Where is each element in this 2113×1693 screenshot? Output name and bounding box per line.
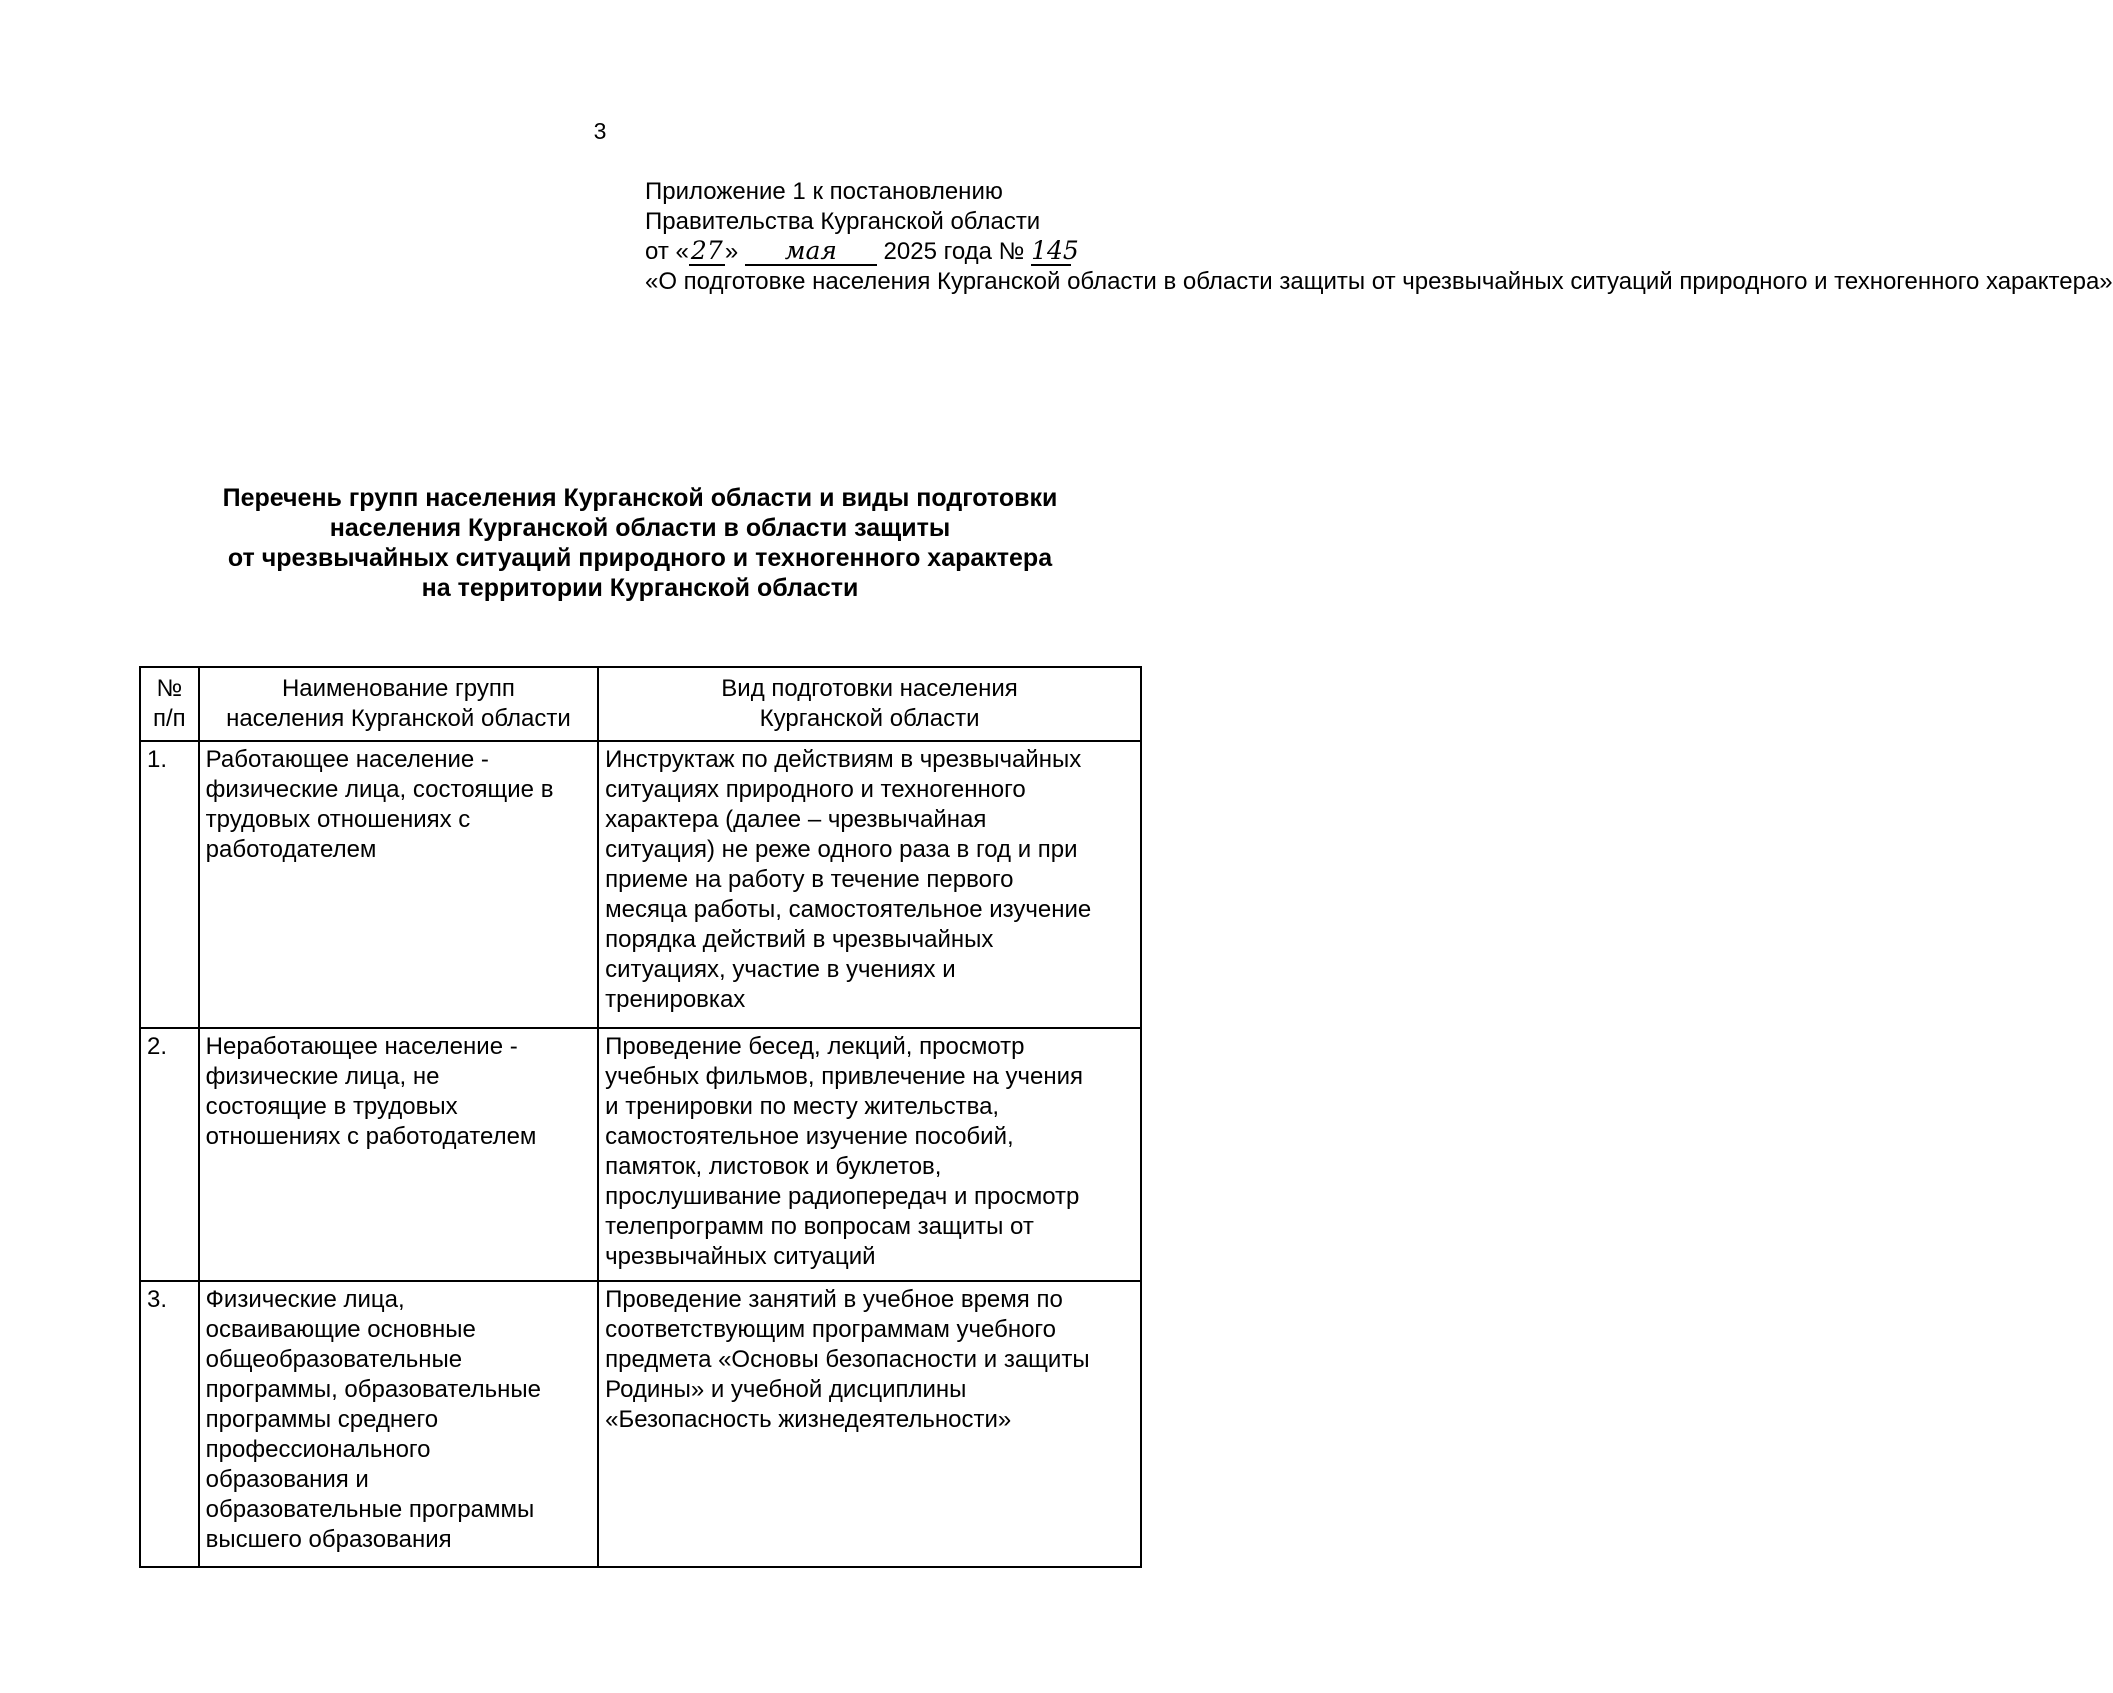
appendix-date-line (645, 237, 1165, 267)
row-training: Проведение бесед, лекций, просмотр учебных фильмов, привлечение на учения и тренировки по месту жительства, самостоятельное изучение пособий, памяток, листовок и буклетов, прослушивание радиопередач и просмотр телепрограмм по вопросам защиты от чрезвычайных ситуаций (598, 1028, 1141, 1281)
row-group: Физические лица, осваивающие основные общеобразовательные программы, образовательные программы среднего профессионального образования и образовательные программы высшего образования (199, 1281, 598, 1567)
table-row (140, 1028, 1141, 1281)
handwritten-day: 27 (689, 238, 725, 266)
handwritten-month: мая (745, 238, 877, 266)
row-number: 3. (140, 1281, 199, 1567)
row-number: 2. (140, 1028, 199, 1281)
header-group-name: Наименование групп населения Курганской области (199, 667, 598, 741)
row-group: Неработающее население - физические лица, не состоящие в трудовых отношениях с работодателем (199, 1028, 598, 1281)
row-number: 1. (140, 741, 199, 1028)
table-row (140, 1281, 1141, 1567)
title-line-1: Перечень групп населения Курганской области и виды подготовки (222, 484, 1058, 512)
handwritten-number: 145 (1031, 236, 1079, 265)
date-year: 2025 года № (883, 238, 1025, 265)
document-title (0, 483, 1280, 603)
appendix-line-2: Правительства Курганской области (645, 208, 1041, 235)
appendix-subject: «О подготовке населения Курганской области в области защиты от чрезвычайных ситуаций природного и техногенного характера» (645, 268, 2113, 295)
title-line-4: на территории Курганской области (421, 574, 859, 602)
table-row (140, 741, 1141, 1028)
population-groups-table (139, 666, 1142, 1568)
header-training-type: Вид подготовки населения Курганской области (598, 667, 1141, 741)
appendix-header (645, 177, 2113, 297)
title-line-2: населения Курганской области в области защиты (329, 514, 951, 542)
row-training: Проведение занятий в учебное время по соответствующим программам учебного предмета «Основы безопасности и защиты Родины» и учебной дисциплины «Безопасность жизнедеятельности» (598, 1281, 1141, 1567)
page-number: 3 (593, 118, 607, 144)
header-number: № п/п (140, 667, 199, 741)
date-mid: » (724, 238, 739, 265)
title-line-3: от чрезвычайных ситуаций природного и техногенного характера (227, 544, 1053, 572)
row-training: Инструктаж по действиям в чрезвычайных ситуациях природного и техногенного характера (далее – чрезвычайная ситуация) не реже одного раза в год и при приеме на работу в течение первого месяца работы, самостоятельное изучение порядка действий в чрезвычайных ситуациях, участие в учениях и тренировках (598, 741, 1141, 1028)
date-prefix: от « (645, 238, 689, 265)
table-header-row (140, 667, 1141, 741)
appendix-line-1: Приложение 1 к постановлению (645, 178, 1003, 205)
row-group: Работающее население - физические лица, состоящие в трудовых отношениях с работодателем (199, 741, 598, 1028)
